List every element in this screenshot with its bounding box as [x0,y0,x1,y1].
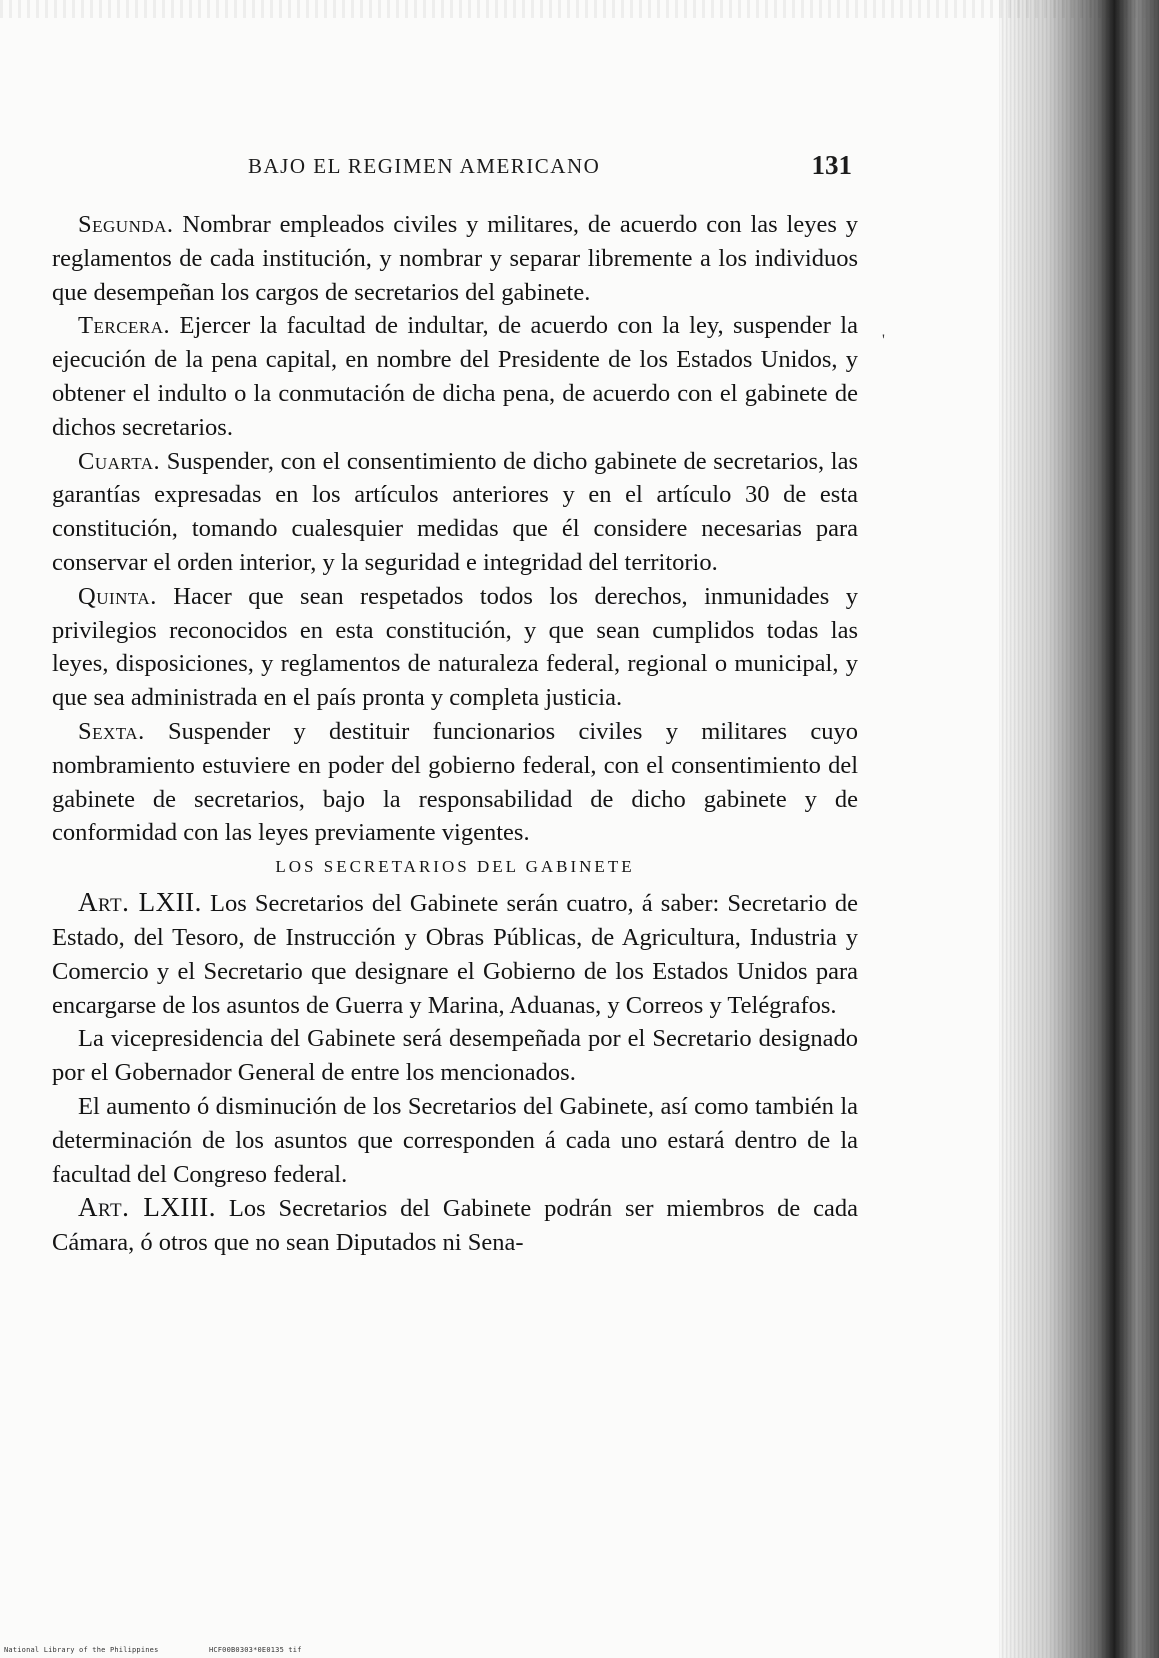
footer-scan-id: HCF00B0303*0E0135 tif [208,1646,302,1654]
footer-library: National Library of the Philippines [4,1646,159,1654]
scan-noise [0,0,1159,18]
book-gutter-shadow [999,0,1159,1658]
paragraph-lead: Segunda. [78,211,174,238]
margin-mark: ' [882,332,885,349]
paragraph-text: Suspender, con el consentimiento de dicho gabinete de secretarios, las garantías expresadas en los artículos anteriores y en el artículo 30 de esta constitución, tomando cualesquier medidas que él considere necesarias para conservar el orden interior, y la seguridad e integridad del territorio. [52,447,858,576]
article-text: El aumento ó disminución de los Secretarios del Gabinete, así como también la determinación de los asuntos que corresponden á cada uno estará dentro de la facultad del Congreso federal. [52,1092,858,1188]
paragraph-text: Ejercer la facultad de indultar, de acuerdo con la ley, suspender la ejecución de la pena capital, en nombre del Presidente de los Estados Unidos, y obtener el indulto o la conmutación de dicha pena, de acuerdo con el gabinete de dichos secretarios. [52,312,858,441]
paragraph-lead: Sexta. [78,717,145,745]
paragraph-segunda [52,208,858,309]
running-title: BAJO EL REGIMEN AMERICANO [248,154,601,178]
paragraph-lead: Cuarta. [78,447,161,475]
article-text: Los Secretarios del Gabinete serán cuatro, á saber: Secretario de Estado, del Tesoro, de Instrucción y Obras Públicas, de Agricultura, Industria y Comercio y el Secretario que designare el Gobierno de los Estados Unidos para encargarse de los asuntos de Guerra y Marina, Aduanas, y Correos y Telégrafos. [52,890,858,1019]
body-text [52,208,858,1260]
paragraph-cuarta [52,445,858,580]
paragraph-text: Hacer que sean respetados todos los derechos, inmunidades y privilegios reconocidos en esta constitución, y que sean cumplidos todas las leyes, disposiciones, y reglamentos de naturaleza federal, regional o municipal, y que sea administrada en el país pronta y completa justicia. [52,582,858,712]
article-lxii [52,886,858,1022]
paragraph-quinta [52,580,858,715]
paragraph-text: Nombrar empleados civiles y militares, de acuerdo con las leyes y reglamentos de cada institución, y nombrar y separar libremente a los individuos que desempeñan los cargos de secretarios del gabinete. [52,211,858,306]
article-lead: Art. LXIII. [78,1192,217,1223]
paragraph-lead: Tercera. [78,312,171,340]
paragraph-lead: Quinta. [78,582,157,610]
article-paragraph [52,1022,858,1090]
page-number: 131 [811,150,852,180]
article-text: La vicepresidencia del Gabinete será desempeñada por el Secretario designado por el Gobernador General de entre los mencionados. [52,1025,858,1087]
scan-footer [4,1646,302,1654]
article-paragraph [52,1090,858,1191]
paragraph-text: Suspender y destituir funcionarios civiles y militares cuyo nombramiento estuviere en poder del gobierno federal, con el consentimiento del gabinete de secretarios, bajo la responsabilidad de dicho gabinete y de conformidad con las leyes previamente vigentes. [52,717,858,847]
page-header [52,150,852,184]
article-lxiii [52,1191,858,1260]
paragraph-tercera [52,309,858,444]
article-text: Los Secretarios del Gabinete podrán ser miembros de cada Cámara, ó otros que no sean Diputados ni Sena- [52,1195,858,1257]
article-lead: Art. LXII. [78,887,202,918]
section-heading: LOS SECRETARIOS DEL GABINETE [275,857,635,877]
paragraph-sexta [52,715,858,850]
